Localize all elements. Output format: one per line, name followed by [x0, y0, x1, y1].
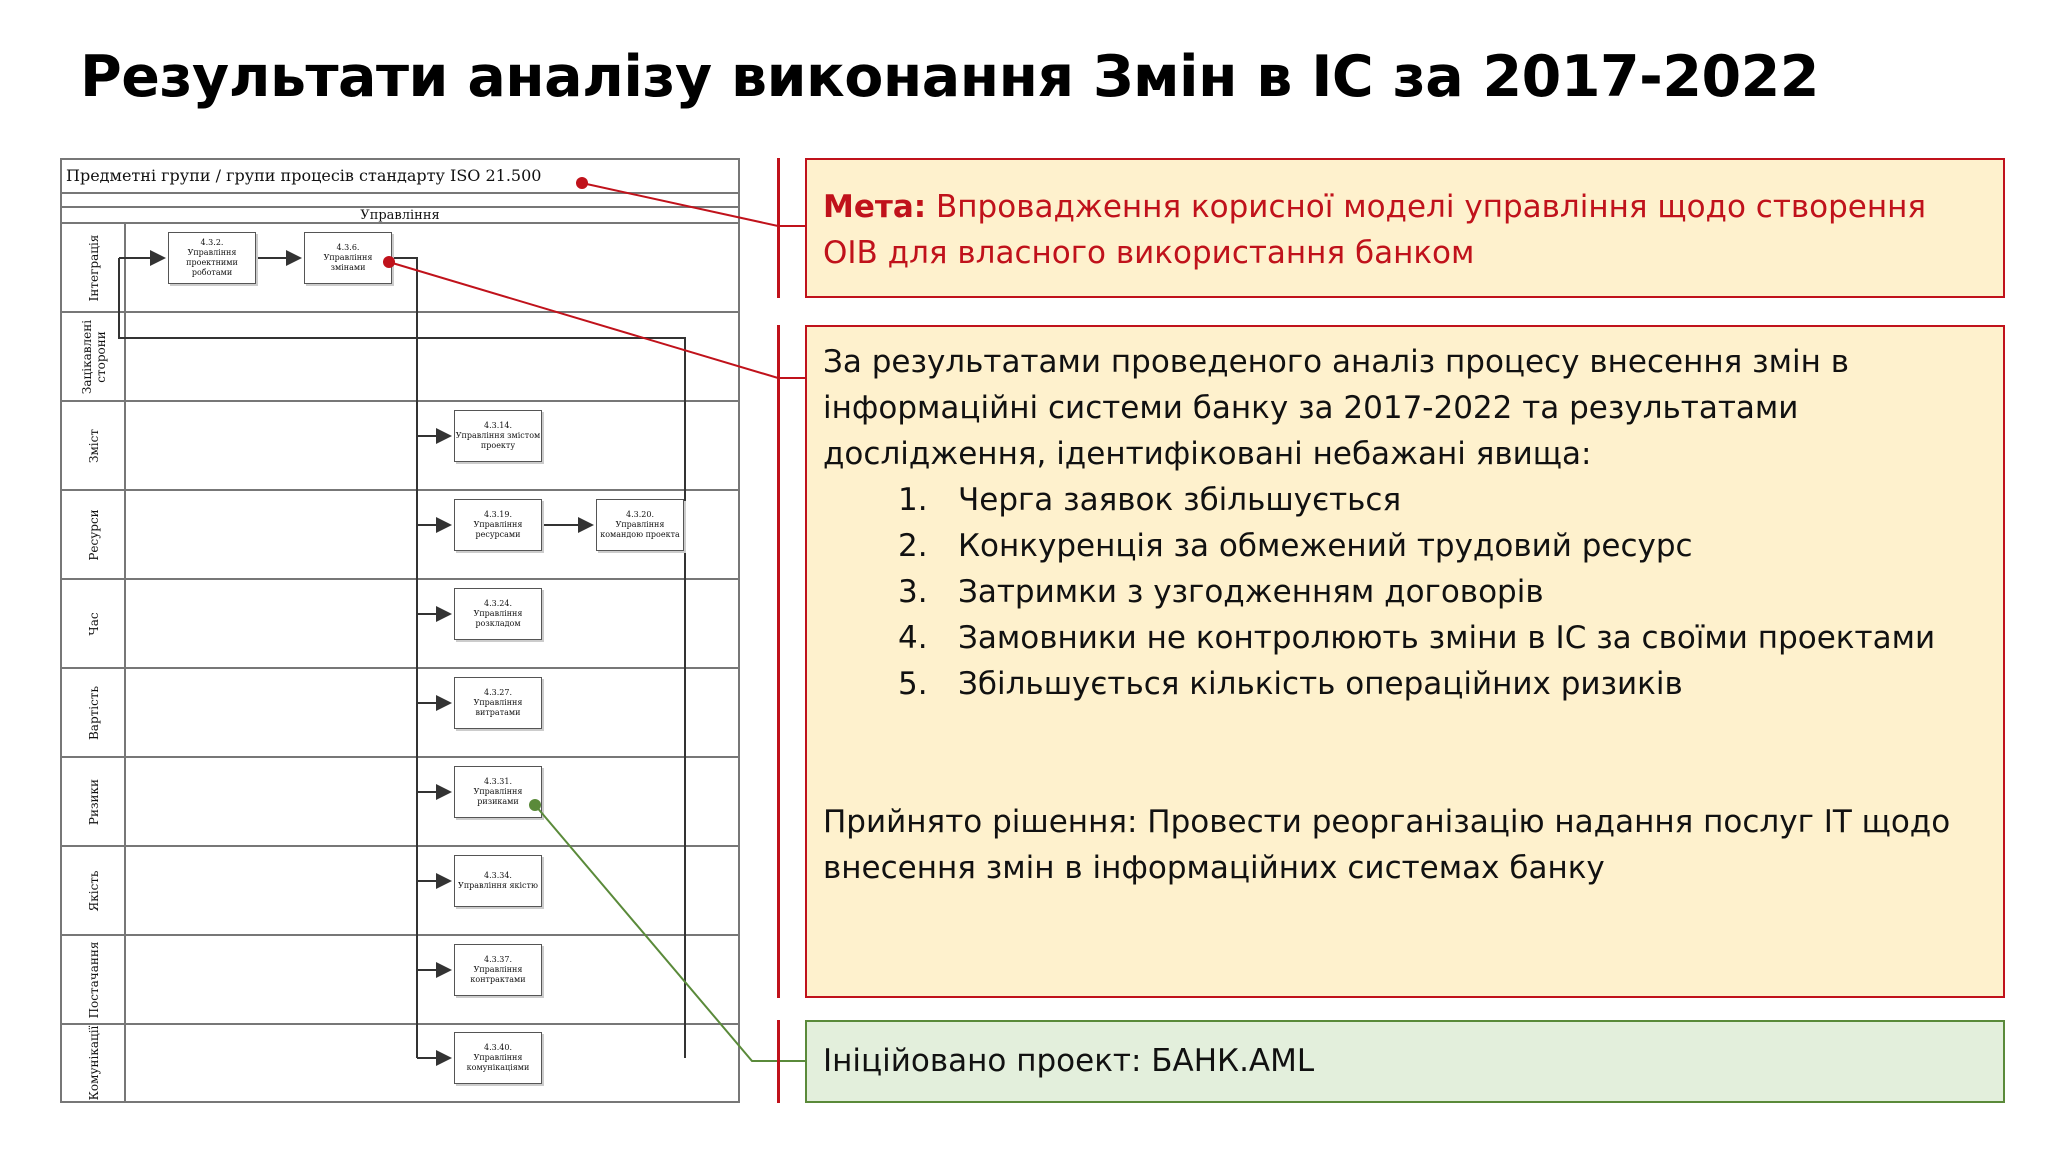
process-box: 4.3.31. Управління ризиками [454, 766, 542, 818]
process-box: 4.3.19. Управління ресурсами [454, 499, 542, 551]
lane-label: Ризики [87, 778, 101, 825]
goal-text: Впровадження корисної моделі управління щодо створення ОІВ для власного використання банком [823, 189, 1927, 271]
process-box: 4.3.2. Управління проектними роботами [168, 232, 256, 284]
goal-box [805, 158, 2005, 298]
divider-bar [777, 325, 780, 998]
process-box: 4.3.34. Управління якістю [454, 855, 542, 907]
process-box: 4.3.14. Управління змістом проекту [454, 410, 542, 462]
lane-label: Комунікації [87, 1025, 101, 1101]
issues-list [823, 477, 1987, 707]
list-item: 4. Замовники не контролюють зміни в ІС за своїми проектами [898, 620, 1936, 656]
process-box: 4.3.27. Управління витратами [454, 677, 542, 729]
results-box [805, 325, 2005, 998]
divider-bar [777, 158, 780, 298]
project-box [805, 1020, 2005, 1103]
lane-label: Вартість [87, 685, 101, 740]
process-box: 4.3.6. Управління змінами [304, 232, 392, 284]
decision-text: Прийнято рішення: Провести реорганізацію надання послуг ІТ щодо внесення змін в інформаційних системах банку [823, 804, 1951, 886]
lane-label: Ресурси [87, 508, 101, 561]
lane-label: Інтеграція [87, 234, 101, 301]
lane-label: Зміст [87, 428, 101, 463]
diagram-flow-lines [62, 160, 738, 1101]
lane-label: Постачання [87, 941, 101, 1018]
process-box: 4.3.24. Управління розкладом [454, 588, 542, 640]
goal-label: Мета: [823, 189, 927, 225]
project-text: Ініційовано проект: БАНК.AML [823, 1043, 1315, 1079]
list-item: 3. Затримки з узгодженням договорів [898, 574, 1544, 610]
process-box: 4.3.37. Управління контрактами [454, 944, 542, 996]
diagram-management-label: Управління [62, 208, 738, 224]
lane-label: Зацікавлені сторони [80, 319, 108, 394]
list-item: 1. Черга заявок збільшується [898, 482, 1402, 518]
list-item: 2. Конкуренція за обмежений трудовий ресурс [898, 528, 1693, 564]
iso-process-diagram [60, 158, 740, 1103]
page-title: Результати аналізу виконання Змін в ІС за 2017-2022 [80, 44, 1819, 110]
diagram-header: Предметні групи / групи процесів стандарту ISO 21.500 [62, 160, 738, 194]
divider-bar [777, 1020, 780, 1103]
lane-label: Якість [87, 870, 101, 911]
process-box: 4.3.20. Управління командою проекта [596, 499, 684, 551]
lane-label: Час [87, 611, 101, 636]
process-box: 4.3.40. Управління комунікаціями [454, 1032, 542, 1084]
list-item: 5. Збільшується кількість операційних ризиків [898, 666, 1683, 702]
results-intro: За результатами проведеного аналіз процесу внесення змін в інформаційні системи банку за 2017-2022 та результатами дослідження, ідентифіковані небажані явища: [823, 344, 1849, 472]
